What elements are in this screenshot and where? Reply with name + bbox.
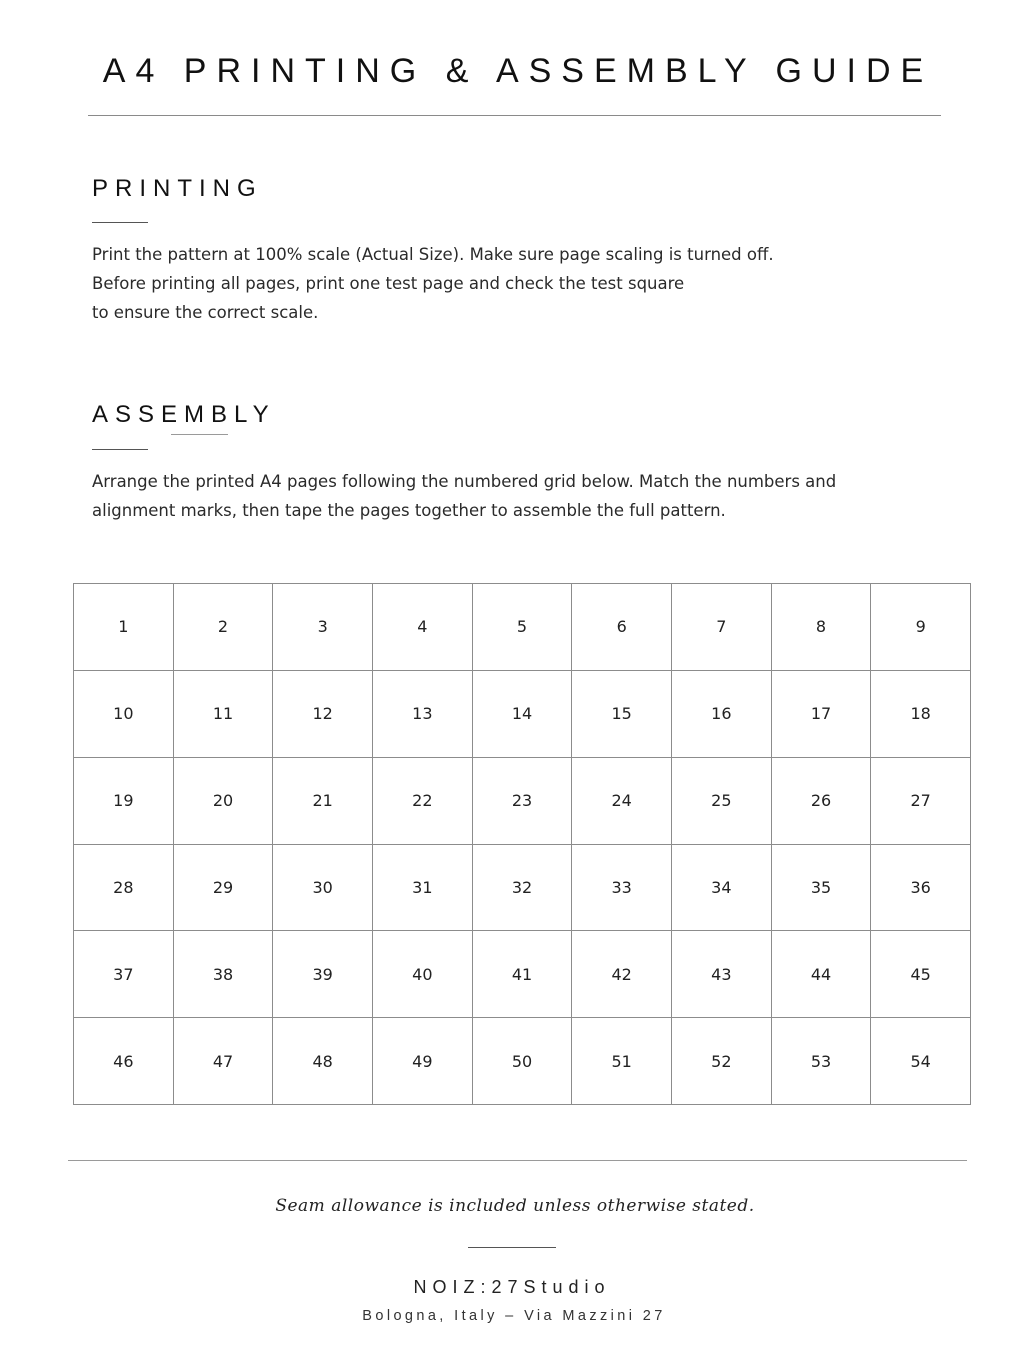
grid-cell: 31 xyxy=(373,845,473,932)
grid-cell: 27 xyxy=(871,758,971,845)
grid-cell: 40 xyxy=(373,931,473,1018)
grid-cell: 15 xyxy=(572,671,672,758)
grid-cell: 22 xyxy=(373,758,473,845)
grid-cell: 11 xyxy=(174,671,274,758)
grid-cell: 16 xyxy=(672,671,772,758)
grid-cell: 30 xyxy=(273,845,373,932)
grid-cell: 21 xyxy=(273,758,373,845)
studio-brand: NOIZ:27Studio xyxy=(413,1277,611,1297)
grid-cell: 17 xyxy=(772,671,872,758)
printing-line-3: to ensure the correct scale. xyxy=(92,303,319,322)
grid-cell: 24 xyxy=(572,758,672,845)
grid-cell: 45 xyxy=(871,931,971,1018)
assembly-grid xyxy=(73,583,971,1105)
grid-cell: 34 xyxy=(672,845,772,932)
grid-cell: 39 xyxy=(273,931,373,1018)
grid-cell: 10 xyxy=(74,671,174,758)
assembly-heading-underline xyxy=(92,449,148,450)
grid-cell: 42 xyxy=(572,931,672,1018)
printing-heading: PRINTING xyxy=(92,175,263,202)
printing-line-1: Print the pattern at 100% scale (Actual Size). Make sure page scaling is turned off. xyxy=(92,245,774,264)
grid-cell: 23 xyxy=(473,758,573,845)
title-divider xyxy=(88,115,941,116)
grid-cell: 51 xyxy=(572,1018,672,1105)
grid-cell: 43 xyxy=(672,931,772,1018)
grid-cell: 35 xyxy=(772,845,872,932)
grid-cell: 5 xyxy=(473,584,573,671)
assembly-line-1: Arrange the printed A4 pages following the numbered grid below. Match the numbers and xyxy=(92,472,837,491)
printing-line-2: Before printing all pages, print one test page and check the test square xyxy=(92,274,685,293)
grid-cell: 4 xyxy=(373,584,473,671)
grid-cell: 2 xyxy=(174,584,274,671)
grid-cell: 46 xyxy=(74,1018,174,1105)
grid-cell: 20 xyxy=(174,758,274,845)
footer-divider xyxy=(68,1160,967,1161)
grid-cell: 14 xyxy=(473,671,573,758)
grid-cell: 36 xyxy=(871,845,971,932)
grid-cell: 8 xyxy=(772,584,872,671)
assembly-heading-accent-rule xyxy=(171,434,228,435)
grid-cell: 41 xyxy=(473,931,573,1018)
grid-cell: 44 xyxy=(772,931,872,1018)
grid-cell: 7 xyxy=(672,584,772,671)
grid-cell: 52 xyxy=(672,1018,772,1105)
assembly-instructions xyxy=(92,467,836,525)
grid-cell: 54 xyxy=(871,1018,971,1105)
grid-cell: 53 xyxy=(772,1018,872,1105)
grid-cell: 32 xyxy=(473,845,573,932)
grid-cell: 28 xyxy=(74,845,174,932)
assembly-line-2: alignment marks, then tape the pages together to assemble the full pattern. xyxy=(92,501,726,520)
grid-cell: 48 xyxy=(273,1018,373,1105)
grid-cell: 13 xyxy=(373,671,473,758)
grid-cell: 3 xyxy=(273,584,373,671)
grid-cell: 9 xyxy=(871,584,971,671)
grid-cell: 50 xyxy=(473,1018,573,1105)
grid-cell: 38 xyxy=(174,931,274,1018)
grid-cell: 33 xyxy=(572,845,672,932)
printing-instructions xyxy=(92,240,774,327)
printing-heading-underline xyxy=(92,222,148,223)
footer-short-divider xyxy=(468,1247,556,1248)
grid-cell: 25 xyxy=(672,758,772,845)
page-title: A4 PRINTING & ASSEMBLY GUIDE xyxy=(102,52,934,90)
grid-cell: 47 xyxy=(174,1018,274,1105)
grid-cell: 49 xyxy=(373,1018,473,1105)
grid-cell: 1 xyxy=(74,584,174,671)
grid-cell: 12 xyxy=(273,671,373,758)
grid-cell: 19 xyxy=(74,758,174,845)
grid-cell: 29 xyxy=(174,845,274,932)
grid-cell: 6 xyxy=(572,584,672,671)
grid-cell: 26 xyxy=(772,758,872,845)
grid-cell: 37 xyxy=(74,931,174,1018)
studio-address: Bologna, Italy – Via Mazzini 27 xyxy=(362,1308,666,1324)
grid-cell: 18 xyxy=(871,671,971,758)
seam-allowance-note: Seam allowance is included unless otherwise stated. xyxy=(275,1196,755,1216)
assembly-heading: ASSEMBLY xyxy=(92,401,276,428)
